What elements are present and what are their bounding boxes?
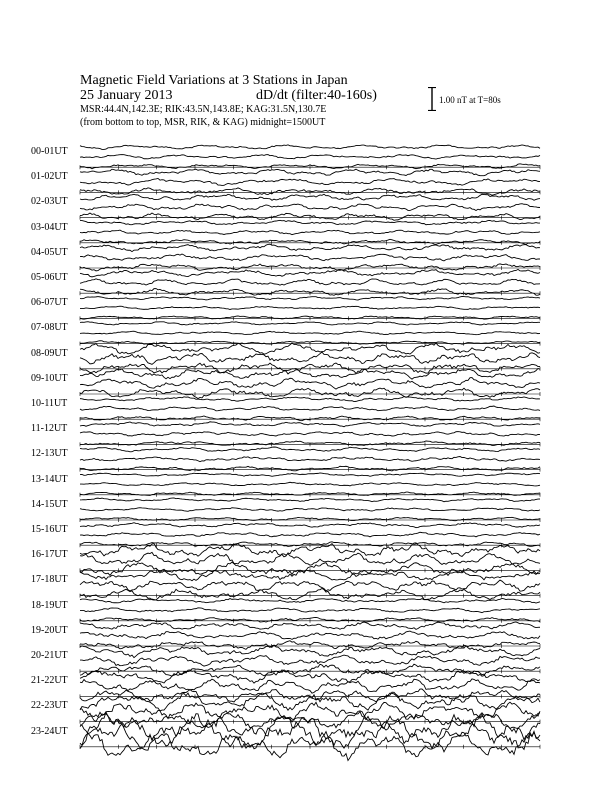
station-coordinates: MSR:44.4N,142.3E; RIK:43.5N,143.8E; KAG:31.5N,130.7E xyxy=(80,104,327,115)
trace-RIK xyxy=(80,432,540,436)
trace-KAG xyxy=(80,523,540,528)
trace-RIK xyxy=(80,254,540,261)
trace-RIK xyxy=(80,178,540,185)
trace-KAG xyxy=(80,498,540,502)
trace-RIK xyxy=(80,608,540,613)
trace-RIK xyxy=(80,552,540,565)
trace-KAG xyxy=(80,220,540,224)
trace-KAG xyxy=(80,397,540,402)
chart-title: Magnetic Field Variations at 3 Stations in Japan xyxy=(80,73,348,88)
trace-RIK xyxy=(80,508,540,512)
trace-RIK xyxy=(80,482,540,486)
trace-KAG xyxy=(80,269,540,277)
trace-RIK xyxy=(80,702,540,721)
hour-label: 18-19UT xyxy=(31,599,68,611)
trace-KAG xyxy=(80,145,540,150)
trace-KAG xyxy=(80,447,540,452)
trace-RIK xyxy=(80,406,540,411)
trace-KAG xyxy=(80,569,540,581)
hour-label: 13-14UT xyxy=(31,473,68,485)
trace-RIK xyxy=(80,631,540,639)
trace-KAG xyxy=(80,322,540,325)
hour-label: 16-17UT xyxy=(31,549,68,561)
trace-KAG xyxy=(80,598,540,603)
hour-label: 09-10UT xyxy=(31,372,68,384)
trace-KAG xyxy=(80,169,540,176)
trace-RIK xyxy=(80,331,540,335)
hour-label: 04-05UT xyxy=(31,246,68,258)
trace-KAG xyxy=(80,422,540,427)
trace-RIK xyxy=(80,306,540,309)
hour-label: 12-13UT xyxy=(31,448,68,460)
trace-RIK xyxy=(80,655,540,666)
hour-label: 15-16UT xyxy=(31,524,68,535)
hour-label: 07-08UT xyxy=(31,322,68,334)
trace-RIK xyxy=(80,352,540,364)
hour-label: 17-18UT xyxy=(31,574,68,586)
hour-label: 01-02UT xyxy=(31,171,68,183)
chart-date: 25 January 2013 xyxy=(80,88,173,103)
trace-RIK xyxy=(80,679,540,693)
hour-label: 02-03UT xyxy=(31,196,68,208)
trace-RIK xyxy=(80,457,540,462)
hour-label: 10-11UT xyxy=(31,398,68,409)
hour-label: 21-22UT xyxy=(31,675,68,687)
trace-KAG xyxy=(80,244,540,251)
hour-label: 20-21UT xyxy=(31,650,68,661)
trace-RIK xyxy=(80,580,540,591)
trace-RIK xyxy=(80,378,540,390)
hour-label: 11-12UT xyxy=(31,423,68,435)
hour-label: 03-04UT xyxy=(31,221,68,233)
station-order-note: (from bottom to top, MSR, RIK, & KAG) midnight=1500UT xyxy=(80,117,326,128)
trace-KAG xyxy=(80,473,540,476)
trace-RIK xyxy=(80,155,540,159)
component-label: dD/dt (filter:40-160s) xyxy=(256,88,377,103)
hour-label: 19-20UT xyxy=(31,624,68,636)
trace-RIK xyxy=(80,532,540,537)
hour-label: 05-06UT xyxy=(31,272,68,283)
trace-KAG xyxy=(80,194,540,200)
scale-label: 1.00 nT at T=80s xyxy=(439,95,501,105)
hour-label: 14-15UT xyxy=(31,498,68,510)
hour-label: 08-09UT xyxy=(31,347,68,359)
trace-KAG xyxy=(80,622,540,629)
hour-label: 22-23UT xyxy=(31,700,68,712)
hour-label: 00-01UT xyxy=(31,146,68,157)
trace-RIK xyxy=(80,230,540,235)
hour-label: 06-07UT xyxy=(31,297,68,309)
trace-RIK xyxy=(80,204,540,211)
trace-RIK xyxy=(80,279,540,285)
hour-label: 23-24UT xyxy=(31,725,68,737)
trace-KAG xyxy=(80,296,540,300)
